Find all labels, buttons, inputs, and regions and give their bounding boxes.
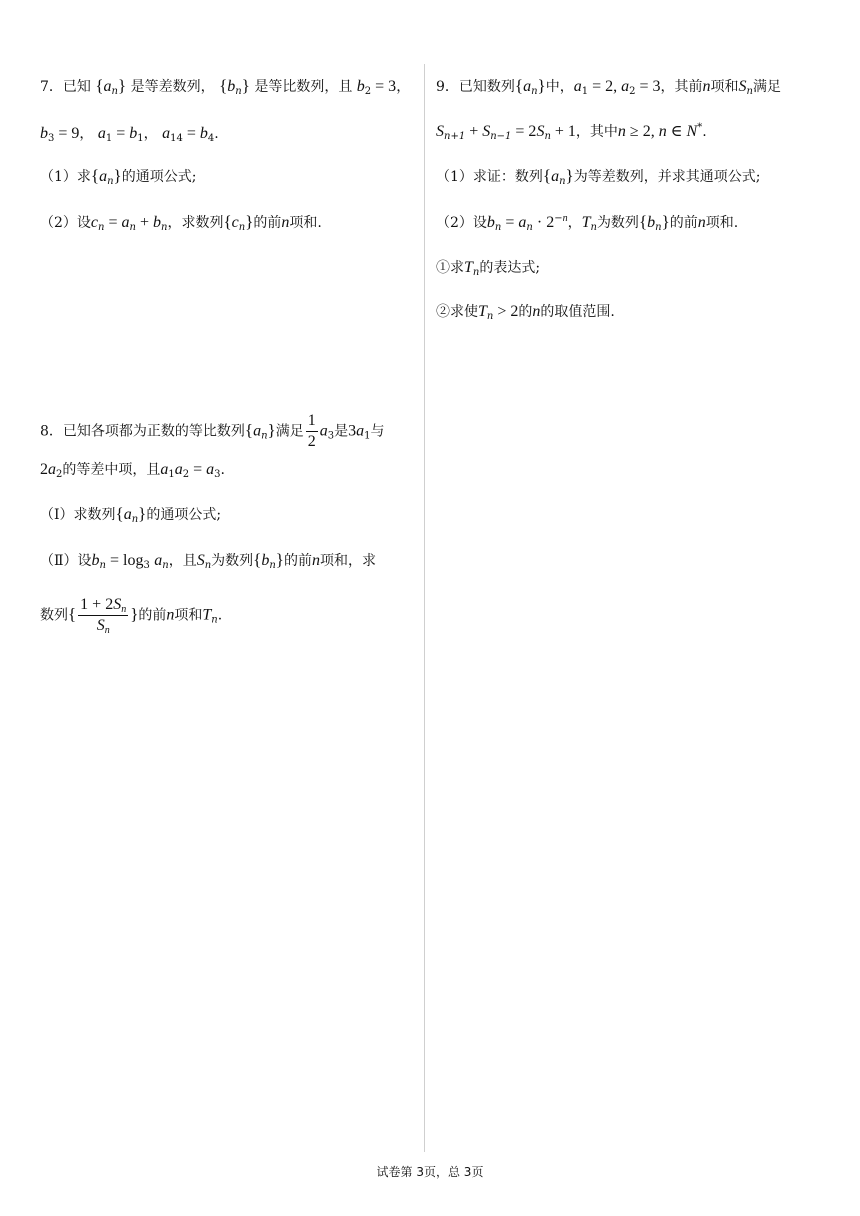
problem-9-part-1: （1）求证：数列$\{a_n\}$为等差数列，并求其通项公式; [436, 166, 761, 187]
problem-8-line-2: $2a_2$的等差中项，且$a_1a_2 = a_3$. [40, 461, 225, 480]
column-divider [424, 64, 425, 1152]
problem-9-part-2: （2）设$b_n = a_n \cdot 2^{-n}$，$T_n$为数列$\{b_n\}$的前n项和. [436, 212, 739, 233]
problem-8-part-2: （Ⅱ）设$b_n = \log_3 a_n$，且$S_n$为数列$\{b_n\}$的前n项和，求 [40, 550, 376, 571]
problem-8-line-5: 数列{ $\frac{1 + 2S_n}{S_n}$ }的前n项和$T_n$. [40, 596, 223, 636]
problem-8-part-1: （Ⅰ）求数列$\{a_n\}$的通项公式; [40, 504, 222, 525]
fraction-sum: $\frac{1 + 2S_n}{S_n}$ [80, 596, 127, 636]
problem-7-line-1: 7．已知 $\{a_n\}$ 是等差数列， $\{b_n\}$ 是等比数列，且 $b_2 = 3$， [40, 76, 411, 97]
fraction-one-half: $\frac{1}{2}$ [307, 412, 316, 450]
page-footer: 试卷第 3页，总 3页 [376, 1165, 484, 1179]
problem-7-line-2: $b_3 = 9$， $a_1 = b_1$， $a_{14} = b_4$. [40, 125, 219, 144]
problem-7-part-2: （2）设$c_n = a_n + b_n$，求数列$\{c_n\}$的前n项和. [40, 212, 322, 233]
problem-9-line-2: $S_{n+1} + S_{n-1} = 2S_n + 1$，其中n ≥ 2, n ∈ N*. [436, 122, 707, 142]
problem-9-line-1: 9．已知数列$\{a_n\}$中，$a_1 = 2$, $a_2 = 3$，其前n项和$S_n$满足 [436, 76, 781, 97]
problem-7-part-1: （1）求$\{a_n\}$的通项公式; [40, 166, 197, 187]
problem-8-line-1: 8．已知各项都为正数的等比数列$\{a_n\}$满足 $\frac{1}{2}$ $a_3$是$3a_1$与 [40, 412, 385, 450]
problem-9-sub-2: ②求使$T_n > 2$的n的取值范围. [436, 303, 615, 322]
problem-9-sub-1: ①求$T_n$的表达式; [436, 259, 541, 278]
